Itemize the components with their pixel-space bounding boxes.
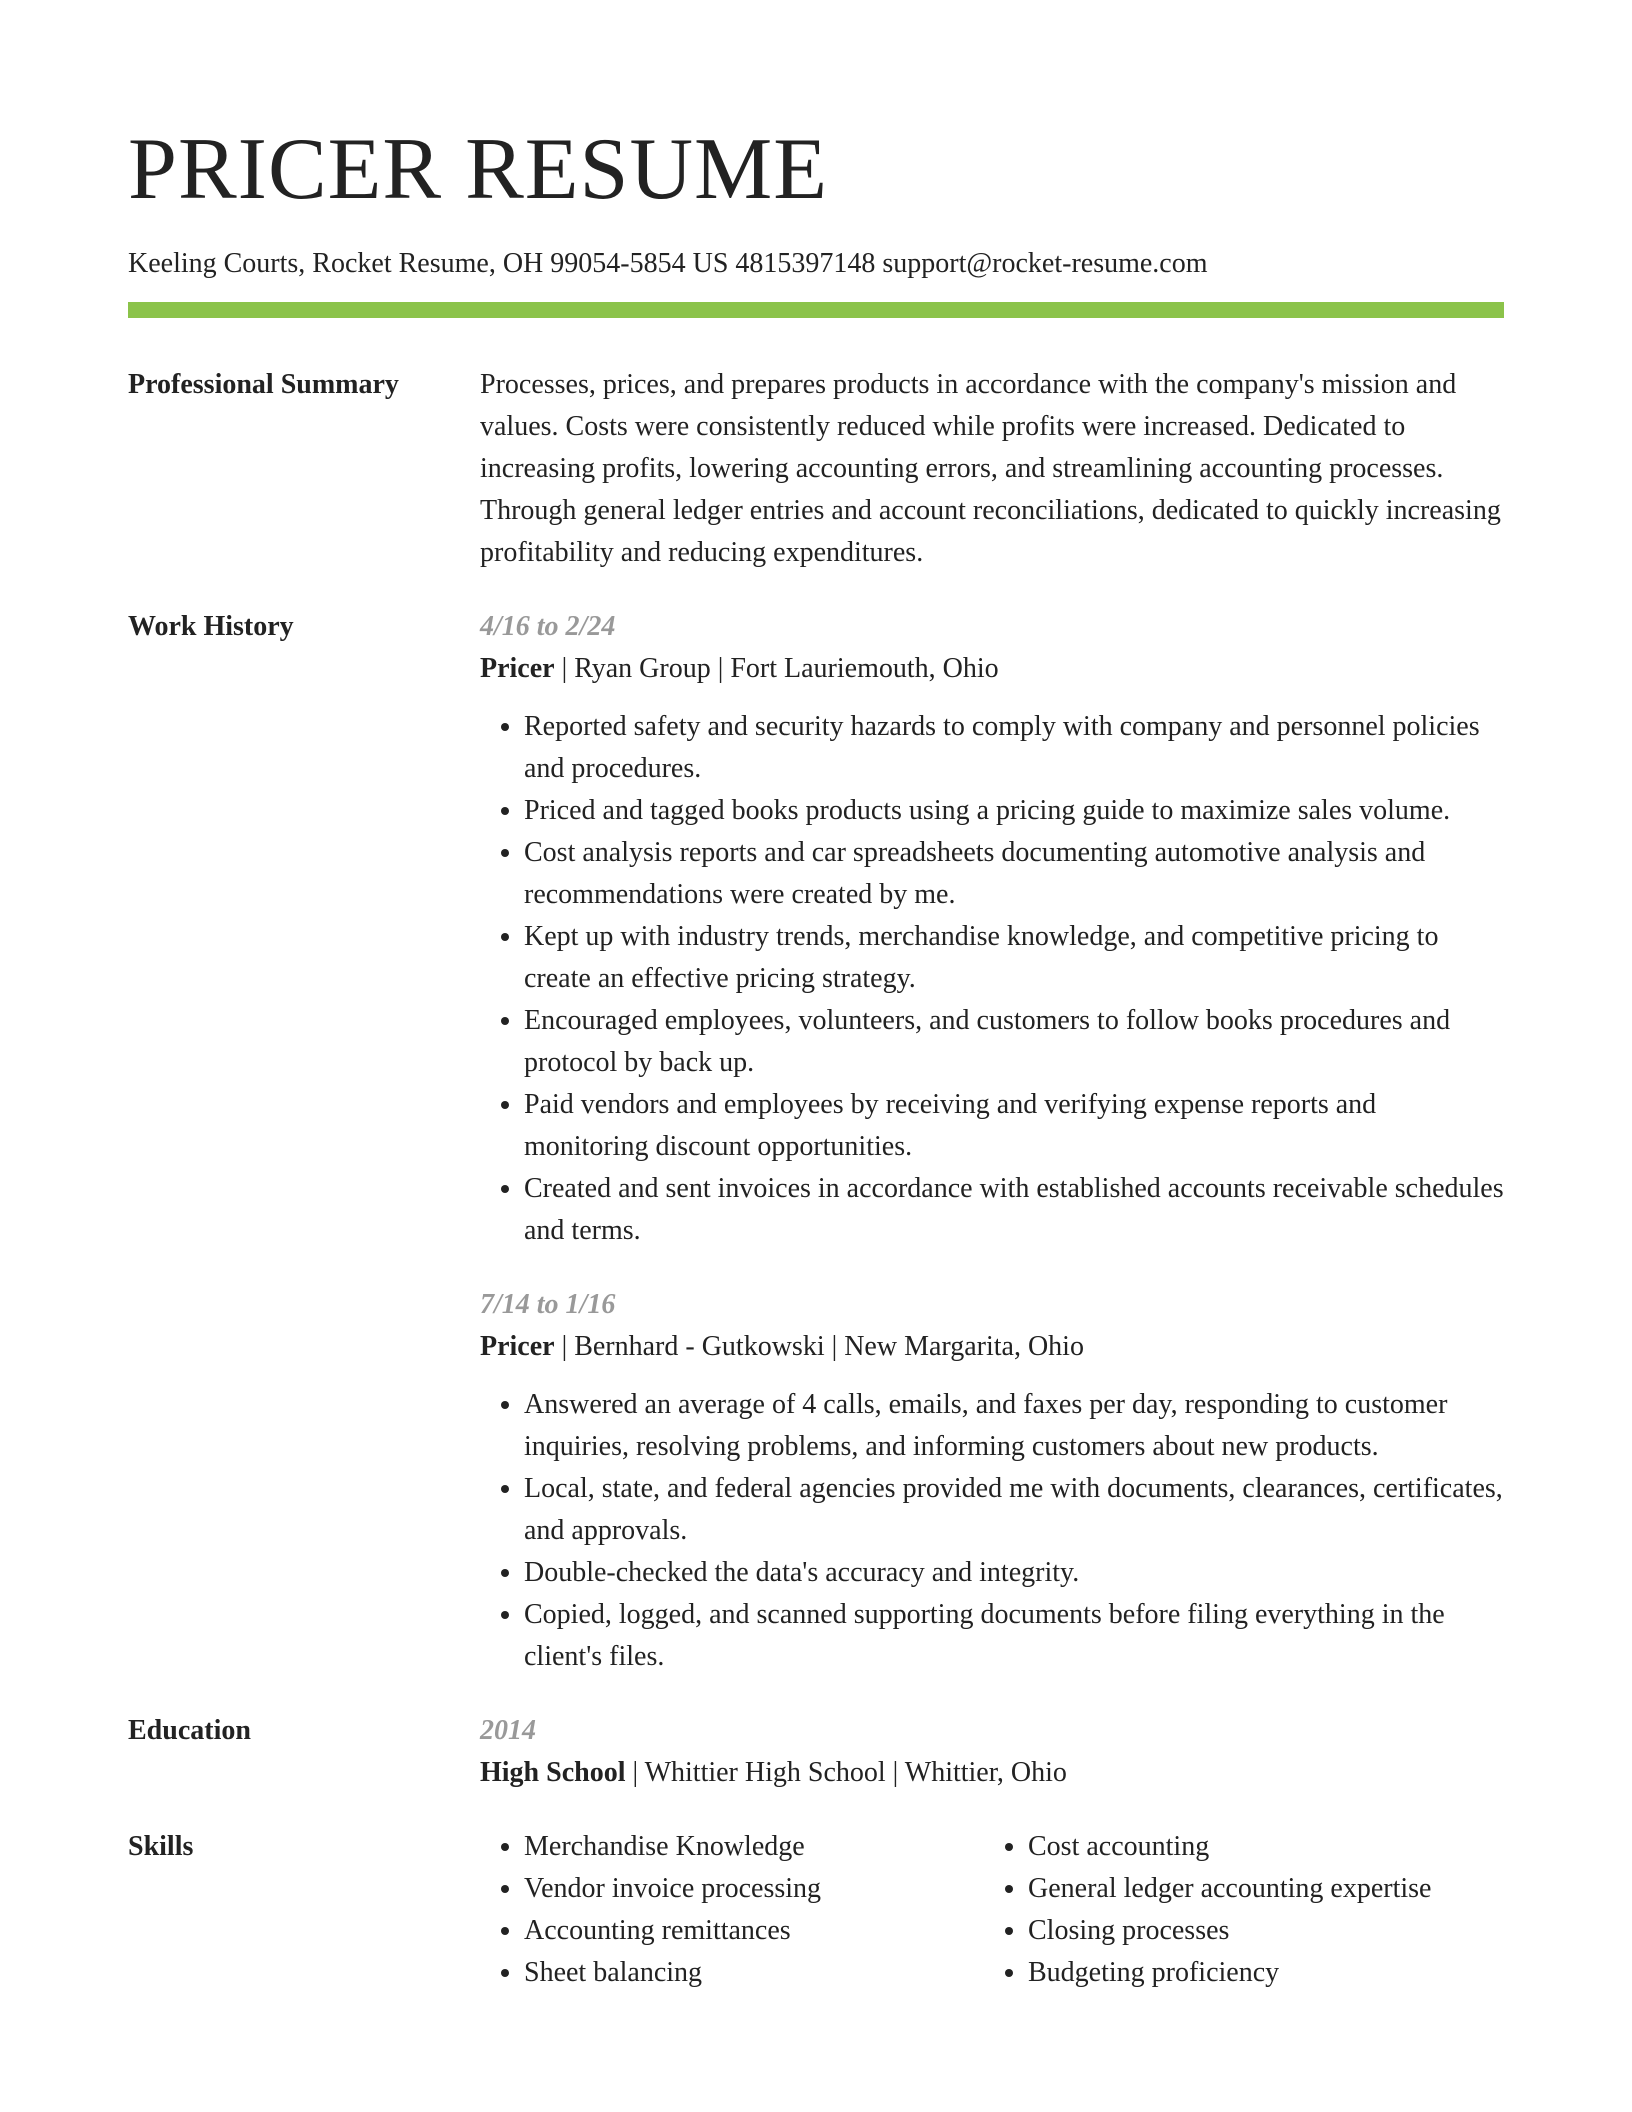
list-item: • Answered an average of 4 calls, emails, and faxes per day, responding to customer inquiries, resolving problems, and informing customers about new products. xyxy=(524,1384,1504,1468)
job-details: | Bernhard - Gutkowski | New Margarita, Ohio xyxy=(554,1331,1084,1362)
skill-item: • Closing processes xyxy=(1028,1910,1444,1952)
list-item: • Kept up with industry trends, merchandise knowledge, and competitive pricing to create an effective pricing strategy. xyxy=(524,916,1504,1000)
skills-section xyxy=(128,1826,1504,1994)
section-label-summary: Professional Summary xyxy=(128,369,399,400)
job-dates: 4/16 to 2/24 xyxy=(480,611,616,642)
job-dates: 7/14 to 1/16 xyxy=(480,1289,616,1320)
job-title: Pricer xyxy=(480,653,555,684)
list-item: • Cost analysis reports and car spreadsheets documenting automotive analysis and recommendations were created by me. xyxy=(524,832,1504,916)
skill-item: • General ledger accounting expertise xyxy=(1028,1868,1444,1910)
skill-item: • Vendor invoice processing xyxy=(524,1868,984,1910)
education-year: 2014 xyxy=(480,1715,536,1746)
education-section xyxy=(128,1710,1504,1794)
education-body xyxy=(480,1710,1504,1794)
list-item: • Reported safety and security hazards to comply with company and personnel policies and procedures. xyxy=(524,706,1504,790)
job-entry xyxy=(480,1284,1504,1678)
skills-list-right xyxy=(984,1826,1444,1994)
education-heading xyxy=(480,1752,1504,1794)
job-bullets xyxy=(480,1384,1504,1678)
skills-list-left xyxy=(480,1826,984,1994)
summary-body xyxy=(480,364,1504,574)
skill-item: • Budgeting proficiency xyxy=(1028,1952,1444,1994)
education-degree: High School xyxy=(480,1757,626,1788)
job-title: Pricer xyxy=(480,1331,555,1362)
skills-body xyxy=(480,1826,1504,1994)
skills-columns xyxy=(480,1826,1504,1994)
summary-section xyxy=(128,364,1504,574)
education-details: | Whittier High School | Whittier, Ohio xyxy=(625,1757,1067,1788)
list-item: • Created and sent invoices in accordance with established accounts receivable schedules and terms. xyxy=(524,1168,1504,1252)
contact-line: Keeling Courts, Rocket Resume, OH 99054-5854 US 4815397148 support@rocket-resume.com xyxy=(128,248,1208,279)
work-history-section xyxy=(128,606,1504,1678)
skill-item: • Accounting remittances xyxy=(524,1910,984,1952)
section-label-work-history: Work History xyxy=(128,611,294,642)
summary-text: Processes, prices, and prepares products in accordance with the company's mission and values. Costs were consistently reduced while profits were increased. Dedicated to increasing profits, lowering accounting errors, and streamlining accounting processes. Through general ledger entries and account reconciliations, dedicated to quickly increasing profitability and reducing expenditures. xyxy=(480,369,1501,568)
list-item: • Paid vendors and employees by receiving and verifying expense reports and monitoring discount opportunities. xyxy=(524,1084,1504,1168)
skill-item: • Merchandise Knowledge xyxy=(524,1826,984,1868)
section-label-skills: Skills xyxy=(128,1831,194,1862)
section-label-education: Education xyxy=(128,1715,251,1746)
list-item: • Encouraged employees, volunteers, and customers to follow books procedures and protocol by back up. xyxy=(524,1000,1504,1084)
skill-item: • Sheet balancing xyxy=(524,1952,984,1994)
skill-item: • Cost accounting xyxy=(1028,1826,1444,1868)
job-details: | Ryan Group | Fort Lauriemouth, Ohio xyxy=(554,653,999,684)
work-history-body xyxy=(480,606,1504,1678)
list-item: • Double-checked the data's accuracy and integrity. xyxy=(524,1552,1504,1594)
resume-title: PRICER RESUME xyxy=(128,121,829,218)
list-item: • Priced and tagged books products using a pricing guide to maximize sales volume. xyxy=(524,790,1504,832)
list-item: • Copied, logged, and scanned supporting documents before filing everything in the client's files. xyxy=(524,1594,1504,1678)
list-item: • Local, state, and federal agencies provided me with documents, clearances, certificates, and approvals. xyxy=(524,1468,1504,1552)
job-heading xyxy=(480,1326,1504,1368)
accent-divider xyxy=(128,302,1504,318)
job-heading xyxy=(480,648,1504,690)
job-entry xyxy=(480,606,1504,1252)
job-bullets xyxy=(480,706,1504,1252)
